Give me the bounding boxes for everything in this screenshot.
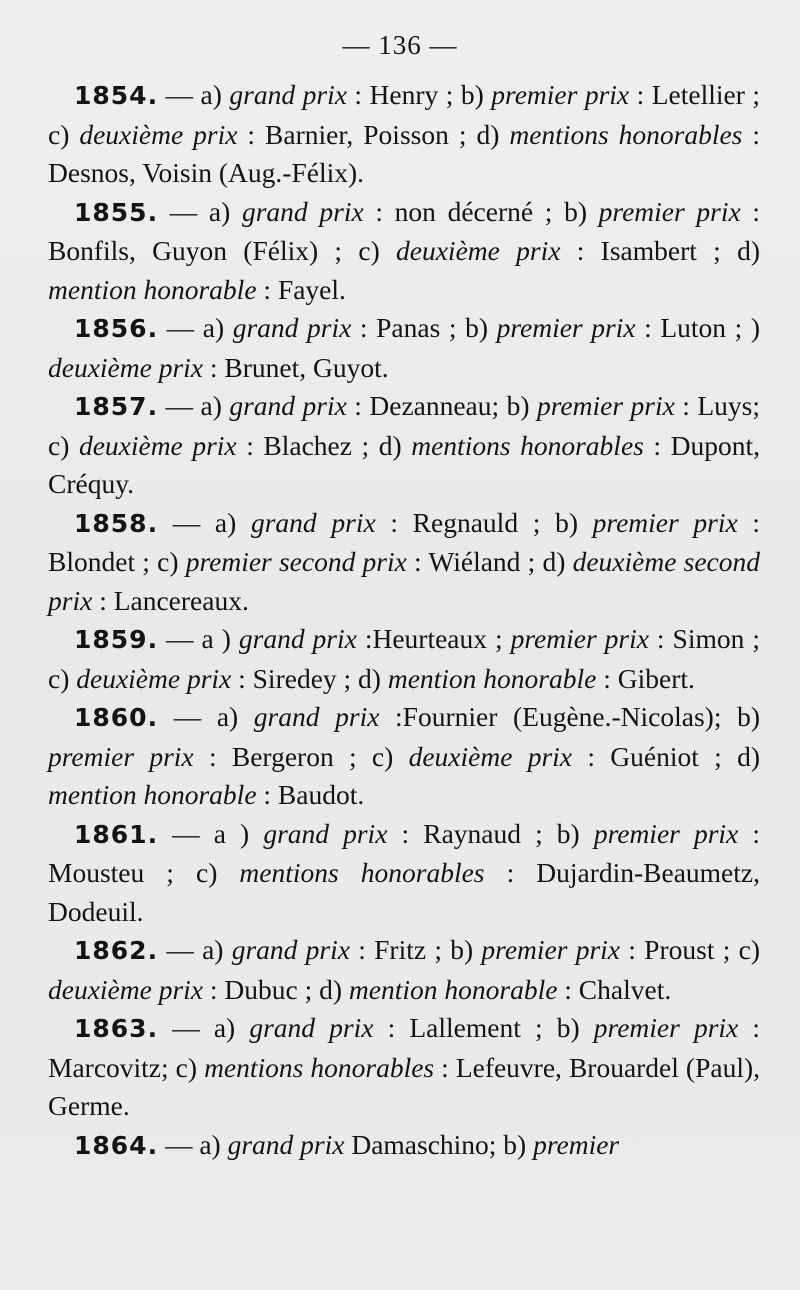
prize-category: premier prix	[496, 312, 636, 343]
entry-text: : Simon ; c)	[48, 623, 761, 694]
entry-text: : Desnos, Voisin (Aug.-Félix).	[48, 118, 760, 188]
prize-category: mention honorable	[48, 273, 257, 305]
entry-text: : Mousteu ; c)	[48, 817, 760, 888]
prize-category: grand prix	[231, 934, 350, 965]
entry-text: : non décerné ; b)	[363, 195, 599, 227]
prize-entry	[48, 504, 760, 621]
entry-text: : Blachez ; d)	[236, 429, 412, 461]
entry-text: : Letellier ; c)	[48, 79, 761, 150]
entry-text: — a)	[158, 701, 254, 732]
prize-category: deuxième prix	[396, 235, 561, 266]
entry-text: : Lefeuvre, Brouardel (Paul), Germe.	[48, 1051, 760, 1121]
entry-text: : Isambert ; d)	[560, 235, 760, 266]
entry-text: Damaschino; b)	[344, 1128, 534, 1160]
prize-entry	[48, 76, 760, 193]
entry-year: 1855.	[74, 197, 159, 227]
prize-category: premier prix	[592, 506, 738, 538]
entry-text: — a)	[158, 390, 230, 421]
entry-text: — a)	[158, 1128, 228, 1160]
prize-category: grand prix	[263, 817, 388, 849]
prize-category: grand prix	[229, 79, 347, 110]
entry-year: 1862.	[74, 936, 159, 965]
entry-year: 1860.	[74, 703, 159, 732]
entry-year: 1858.	[74, 508, 159, 538]
entry-year: 1863.	[74, 1014, 159, 1043]
prize-category: deuxième prix	[76, 662, 232, 694]
entry-text: : Raynaud ; b)	[387, 817, 594, 849]
entry-text: : Baudot.	[256, 779, 365, 810]
entry-text: : Blondet ; c)	[48, 506, 761, 577]
prize-category: grand prix	[241, 195, 364, 227]
prize-category: deuxième prix	[408, 740, 573, 772]
prize-category: deuxième prix	[48, 973, 203, 1005]
entry-year: 1854.	[74, 81, 159, 110]
entry-text: : Siredey ; d)	[231, 662, 388, 694]
prize-category: premier prix	[510, 623, 649, 654]
prize-category: deuxième second prix	[48, 546, 760, 616]
entry-text: — a)	[158, 506, 251, 538]
prize-category: mention honorable	[348, 973, 558, 1005]
prize-category: premier prix	[481, 934, 621, 965]
prize-category: grand prix	[229, 390, 347, 421]
entry-text: — a)	[158, 195, 242, 227]
prize-category: grand prix	[250, 506, 376, 538]
entry-text: : Panas ; b)	[351, 312, 497, 343]
entry-text: :Fournier (Eugène.-Nicolas); b)	[379, 701, 760, 732]
prize-entry	[48, 931, 760, 1009]
entry-text: : Brunet, Guyot.	[203, 351, 389, 383]
entry-text: : Bonfils, Guyon (Félix) ; c)	[48, 195, 761, 266]
prize-category: mentions honorables	[239, 857, 485, 888]
entry-text: : Dujardin-Beaumetz, Dodeuil.	[48, 857, 760, 927]
entry-text: : Marcovitz; c)	[48, 1012, 761, 1083]
entry-year: 1864.	[74, 1130, 159, 1160]
entry-text: : Dubuc ; d)	[203, 973, 349, 1005]
prize-list	[48, 76, 760, 1165]
entry-text: — a)	[158, 79, 230, 110]
entry-year: 1856.	[74, 314, 159, 343]
entry-text: : Luys; c)	[48, 390, 761, 461]
prize-entry	[48, 698, 760, 815]
entry-text: : Guéniot ; d)	[572, 740, 760, 772]
prize-entry	[48, 1009, 760, 1126]
prize-category: grand prix	[232, 312, 352, 343]
prize-category: grand prix	[227, 1128, 345, 1160]
entry-text: : Chalvet.	[557, 973, 672, 1005]
prize-category: grand prix	[253, 701, 380, 732]
prize-entry	[48, 620, 760, 698]
entry-text: — a)	[158, 1012, 250, 1043]
entry-text: — a)	[158, 312, 233, 343]
entry-text: — a )	[158, 817, 264, 849]
prize-entry	[48, 193, 760, 310]
prize-category: premier prix	[593, 1012, 739, 1043]
prize-category: premier prix	[48, 740, 194, 772]
prize-category: premier prix	[491, 79, 630, 110]
prize-category: premier prix	[537, 390, 675, 421]
prize-category: mention honorable	[48, 779, 257, 810]
entry-year: 1859.	[74, 625, 159, 654]
prize-category: mention honorable	[387, 662, 597, 694]
entry-text: : Dezanneau; b)	[346, 390, 537, 421]
entry-text: : Dupont, Créquy.	[48, 429, 761, 499]
prize-category: mentions honorables	[204, 1051, 435, 1083]
entry-text: : Luton ; )	[635, 312, 760, 343]
prize-entry	[48, 1126, 760, 1166]
prize-category: grand prix	[238, 623, 357, 654]
prize-category: premier second prix	[185, 546, 407, 577]
prize-category: deuxième prix	[48, 351, 203, 383]
entry-text: : Proust ; c)	[620, 934, 760, 965]
entry-text: :Heurteaux ;	[356, 623, 511, 654]
entry-text: : Lancereaux.	[92, 584, 249, 616]
entry-text: — a )	[158, 623, 239, 654]
entry-text: : Henry ; b)	[346, 79, 492, 110]
entry-text: : Wiéland ; d)	[406, 546, 573, 577]
prize-entry	[48, 309, 760, 387]
page-number: — 136 —	[342, 30, 458, 60]
prize-category: premier prix	[593, 817, 739, 849]
prize-category: deuxième prix	[78, 429, 237, 461]
entry-year: 1857.	[74, 392, 159, 421]
entry-text: : Regnauld ; b)	[375, 506, 593, 538]
entry-text: — a)	[158, 934, 232, 965]
prize-entry	[48, 387, 760, 504]
prize-category: grand prix	[249, 1012, 374, 1043]
prize-category: mentions honorables	[509, 118, 743, 150]
entry-text: : Gibert.	[596, 662, 695, 694]
entry-text: : Bergeron ; c)	[193, 740, 409, 772]
prize-category: premier	[533, 1128, 620, 1160]
prize-category: deuxième prix	[79, 118, 238, 150]
entry-text: : Fayel.	[256, 273, 346, 305]
prize-category: mentions honorables	[411, 429, 644, 461]
prize-category: premier prix	[598, 195, 741, 227]
entry-text: : Lallement ; b)	[373, 1012, 594, 1043]
prize-entry	[48, 815, 760, 932]
entry-text: : Barnier, Poisson ; d)	[237, 118, 510, 150]
entry-text: : Fritz ; b)	[349, 934, 482, 965]
entry-year: 1861.	[74, 819, 159, 849]
